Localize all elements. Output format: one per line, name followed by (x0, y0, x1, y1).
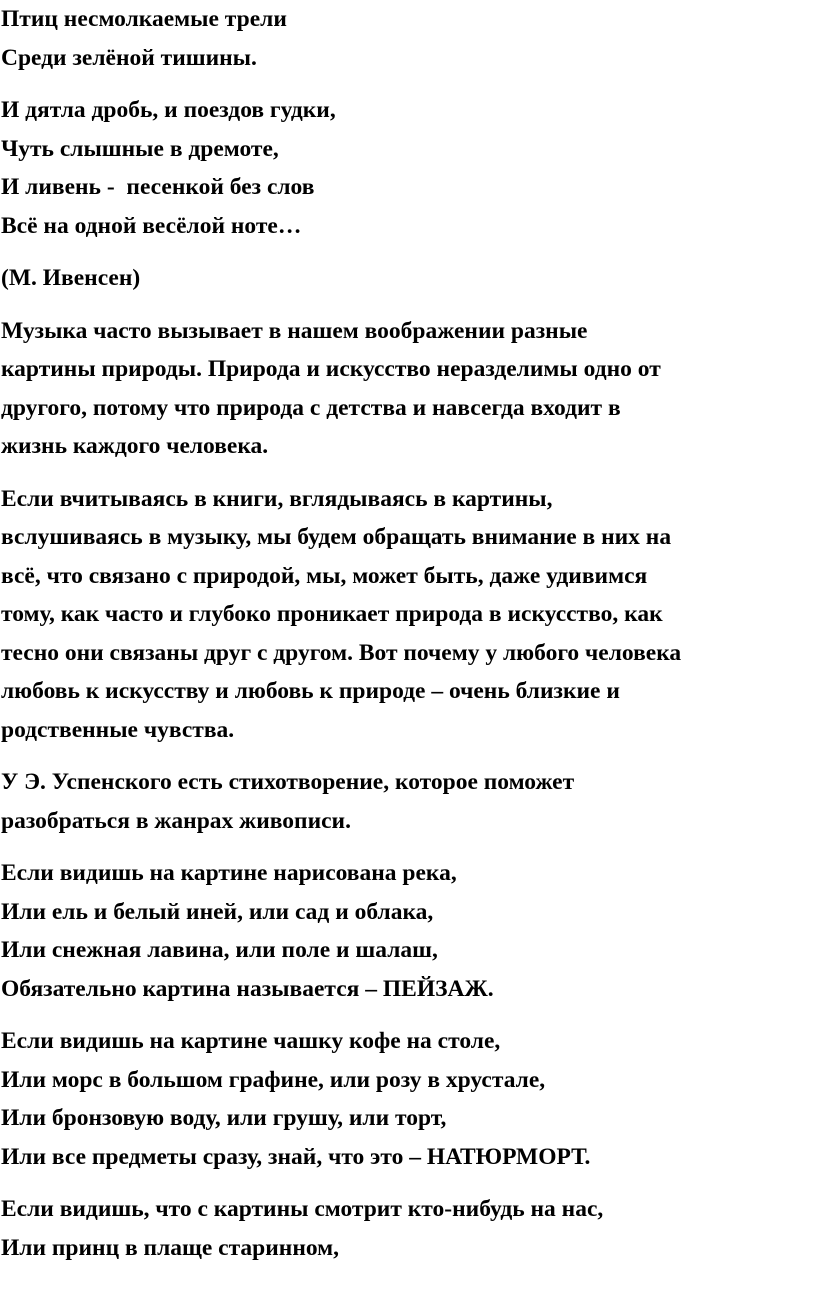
text-line: Если вчитываясь в книги, вглядываясь в картины, (1, 485, 553, 512)
poem-line: Или ель и белый иней, или сад и облака, (1, 898, 434, 925)
verse-still-life (1, 1022, 810, 1176)
poem-line: Или бронзовую воду, или грушу, или торт, (1, 1105, 447, 1131)
poem-line: Если видишь на картине нарисована река, (1, 860, 457, 886)
text-line: картины природы. Природа и искусство неразделимы одно от (1, 356, 661, 382)
poem-line: Чуть слышные в дремоте, (1, 135, 279, 162)
verse-portrait (1, 1190, 810, 1267)
poem-author (1, 259, 810, 298)
poem-line: Если видишь на картине чашку кофе на столе, (1, 1028, 501, 1054)
poem-line: Если видишь, что с картины смотрит кто-нибудь на нас, (1, 1196, 604, 1222)
paragraph-3 (1, 763, 810, 840)
poem-line: Или все предметы сразу, знай, что это – НАТЮРМОРТ. (1, 1143, 591, 1170)
text-line: вслушиваясь в музыку, мы будем обращать внимание в них на (1, 524, 672, 550)
poem-line: Или снежная лавина, или поле и шалаш, (1, 937, 438, 963)
text-line: любовь к искусству и любовь к природе – очень близкие и (1, 678, 620, 704)
paragraph-2 (1, 480, 810, 750)
author-attribution: (М. Ивенсен) (1, 265, 141, 291)
poem-line: Обязательно картина называется – ПЕЙЗАЖ. (1, 975, 494, 1002)
text-line: тому, как часто и глубоко проникает природа в искусство, как (1, 601, 663, 627)
text-line: У Э. Успенского есть стихотворение, которое поможет (1, 769, 575, 795)
poem-stanza-1 (1, 0, 810, 77)
poem-line: Среди зелёной тишины. (1, 44, 257, 71)
paragraph-1 (1, 312, 810, 466)
text-line: родственные чувства. (1, 716, 235, 743)
poem-line: Или морс в большом графине, или розу в хрустале, (1, 1066, 546, 1093)
text-line: разобраться в жанрах живописи. (1, 807, 351, 834)
text-line: тесно они связаны друг с другом. Вот почему у любого человека (1, 639, 682, 666)
poem-line: Или принц в плаще старинном, (1, 1234, 340, 1261)
poem-line: И дятла дробь, и поездов гудки, (1, 97, 336, 123)
verse-landscape (1, 854, 810, 1008)
poem-line: Птиц несмолкаемые трели (1, 6, 287, 32)
text-line: жизнь каждого человека. (1, 433, 269, 459)
poem-stanza-2 (1, 91, 810, 245)
text-line: всё, что связано с природой, мы, может быть, даже удивимся (1, 562, 648, 589)
poem-line: Всё на одной весёлой ноте… (1, 212, 302, 239)
text-line: другого, потому что природа с детства и навсегда входит в (1, 394, 621, 421)
poem-line: И ливень - песенкой без слов (1, 174, 315, 200)
text-line: Музыка часто вызывает в нашем воображении разные (1, 317, 588, 344)
